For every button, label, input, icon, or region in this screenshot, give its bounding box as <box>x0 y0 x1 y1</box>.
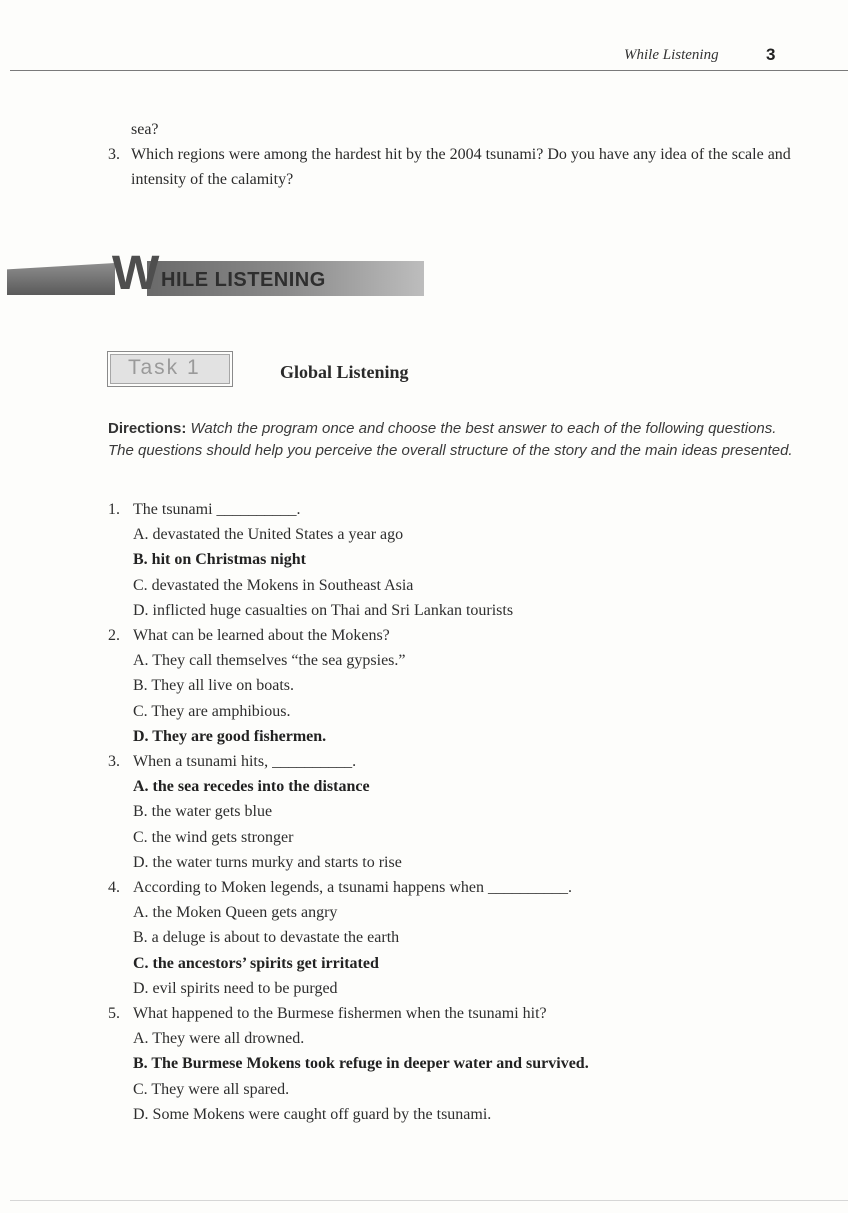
directions <box>108 418 793 461</box>
pre-listening-question-3 <box>108 142 808 192</box>
pre-listening-questions <box>108 117 808 192</box>
answer-option: C. devastated the Mokens in Southeast Asia <box>133 576 414 594</box>
question-text: Which regions were among the hardest hit by the 2004 tsunami? Do you have any idea of the scale and intensity of the calamity? <box>131 146 791 188</box>
question-stem <box>108 1001 808 1026</box>
banner-initial: W <box>111 247 160 300</box>
answer-option: D. the water turns murky and starts to rise <box>133 853 402 871</box>
directions-text: Watch the program once and choose the best answer to each of the following questions. The questions should help you perceive the overall structure of the story and the main ideas presented. <box>108 420 793 459</box>
question-continuation: sea? <box>131 121 159 138</box>
answer-option: D. evil spirits need to be purged <box>133 979 338 997</box>
question-number: 4. <box>108 879 120 897</box>
question-number: 1. <box>108 501 120 518</box>
question-number: 3. <box>108 146 120 163</box>
question-stem <box>108 875 808 900</box>
header-rule <box>10 70 848 71</box>
answer-option: C. They were all spared. <box>133 1080 290 1098</box>
task-label-box <box>107 351 233 387</box>
question-text: What happened to the Burmese fishermen when the tsunami hit? <box>133 1005 547 1023</box>
answer-option: C. the wind gets stronger <box>133 828 294 846</box>
question-list <box>108 497 808 1127</box>
answer-option-correct: B. The Burmese Mokens took refuge in deeper water and survived. <box>133 1055 589 1073</box>
question-number: 2. <box>108 627 120 645</box>
answer-option: B. They all live on boats. <box>133 677 295 695</box>
running-header-section: While Listening <box>624 47 719 63</box>
question-item <box>108 1001 808 1127</box>
question-item <box>108 623 808 749</box>
answer-option: D. Some Mokens were caught off guard by the tsunami. <box>133 1105 492 1123</box>
question-item <box>108 875 808 1001</box>
answer-option: B. a deluge is about to devastate the earth <box>133 929 400 947</box>
question-number: 3. <box>108 753 120 771</box>
answer-option: A. devastated the United States a year ago <box>133 526 404 544</box>
answer-option-correct: B. hit on Christmas night <box>133 551 306 569</box>
question-item <box>108 749 808 875</box>
answer-option-correct: A. the sea recedes into the distance <box>133 778 370 796</box>
question-stem <box>108 749 808 774</box>
answer-option: A. They were all drowned. <box>133 1030 305 1048</box>
answer-option: A. the Moken Queen gets angry <box>133 904 338 922</box>
banner-title: HILE LISTENING <box>161 269 326 291</box>
question-text: According to Moken legends, a tsunami happens when __________. <box>133 879 573 897</box>
while-listening-banner <box>7 247 424 300</box>
question-number: 5. <box>108 1005 120 1023</box>
question-item <box>108 497 808 623</box>
question-text: The tsunami __________. <box>133 501 301 518</box>
page-number: 3 <box>766 45 776 64</box>
answer-option: B. the water gets blue <box>133 803 273 821</box>
question-stem <box>108 497 808 522</box>
question-text: When a tsunami hits, __________. <box>133 753 357 771</box>
directions-label: Directions: <box>108 420 187 437</box>
task-label: Task 1 <box>128 356 201 379</box>
question-text: What can be learned about the Mokens? <box>133 627 390 645</box>
question-stem <box>108 623 808 648</box>
banner-left-stripe <box>7 263 115 295</box>
task-title: Global Listening <box>280 362 409 382</box>
footer-rule <box>10 1200 848 1201</box>
answer-option-correct: C. the ancestors’ spirits get irritated <box>133 954 379 972</box>
answer-option-correct: D. They are good fishermen. <box>133 727 327 745</box>
answer-option: A. They call themselves “the sea gypsies.” <box>133 652 406 670</box>
answer-option: C. They are amphibious. <box>133 702 291 720</box>
answer-option: D. inflicted huge casualties on Thai and Sri Lankan tourists <box>133 601 514 619</box>
